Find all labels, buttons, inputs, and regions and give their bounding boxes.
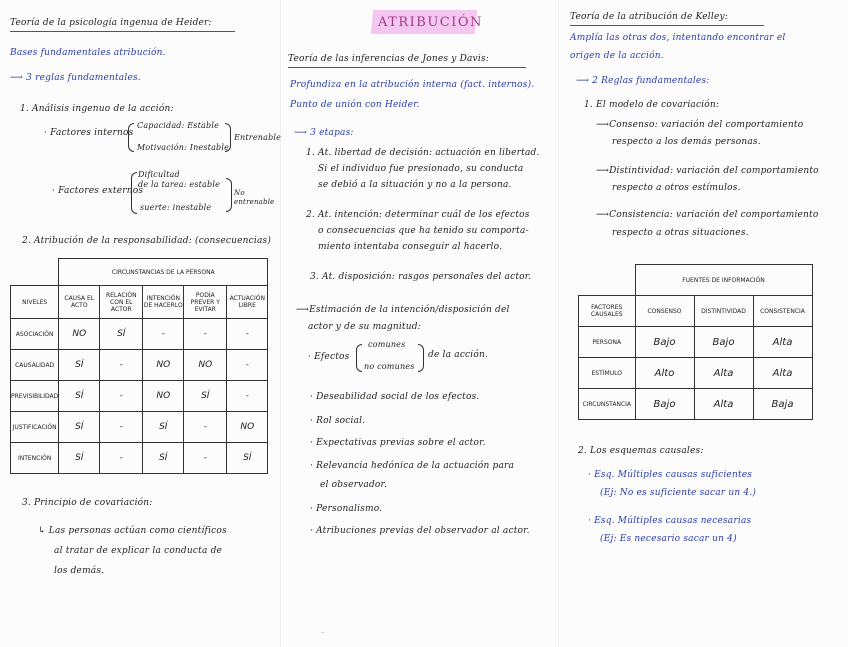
- difficulty-1: Dificultad: [138, 170, 180, 179]
- heider-rules: 3 reglas fundamentales.: [26, 73, 141, 83]
- table-cell: Bajo: [635, 327, 694, 358]
- table-corner: FACTORES CAUSALES: [579, 296, 636, 327]
- responsibility-table: [10, 258, 268, 474]
- arrow-icon: ⟶: [294, 128, 308, 138]
- bullet-2: · Rol social.: [310, 416, 366, 426]
- table-group-header: CIRCUNSTANCIAS DE LA PERSONA: [59, 259, 268, 286]
- stage-2c: miento intentaba conseguir al hacerlo.: [318, 242, 503, 252]
- brace-icon: [128, 123, 134, 152]
- brace-icon: [225, 123, 231, 152]
- table-group-header: FUENTES DE INFORMACIÓN: [635, 265, 812, 296]
- mid-paragraph-1: Profundiza en la atribución interna (fact. internos).: [290, 80, 535, 90]
- jones-davis-heading: Teoría de las inferencias de Jones y Davis:: [288, 54, 489, 64]
- table-cell: SÍ: [227, 443, 268, 474]
- arrow-icon: ⟶: [596, 120, 610, 130]
- consensus-b: respecto a los demás personas.: [612, 137, 761, 147]
- stage-1a: 1. At. libertad de decisión: actuación en libertad.: [306, 148, 540, 158]
- luck: suerte: inestable: [140, 203, 212, 212]
- table-cell: Bajo: [635, 389, 694, 420]
- column-header: INTENCIÓN DE HACERLO: [143, 286, 184, 319]
- table-row: [11, 381, 268, 412]
- capacity: Capacidad: Estable: [137, 121, 220, 130]
- table-cell: Alta: [753, 358, 812, 389]
- table-cell: SÍ: [59, 381, 100, 412]
- scheme-2a: · Esq. Múltiples causas necesarias: [588, 516, 752, 526]
- table-cell: SÍ: [184, 381, 227, 412]
- scheme-2b: (Ej: Es necesario sacar un 4): [600, 534, 737, 544]
- table-cell: SÍ: [143, 443, 184, 474]
- heading-underline: [288, 67, 526, 68]
- arrow-icon: ⟶: [576, 76, 590, 86]
- brace-icon: [131, 172, 137, 214]
- row-label: CIRCUNSTANCIA: [579, 389, 636, 420]
- covariation-line-3: los demás.: [54, 566, 105, 576]
- covariation-line-2: al tratar de explicar la conducta de: [54, 546, 223, 556]
- table-cell: SÍ: [143, 412, 184, 443]
- stages: 3 etapas:: [310, 128, 354, 138]
- not-label: No: [234, 189, 245, 197]
- stage-2a: 2. At. intención: determinar cuál de los efectos: [306, 210, 530, 220]
- table-cell: Baja: [753, 389, 812, 420]
- table-cell: -: [184, 319, 227, 350]
- heider-heading: Teoría de la psicología ingenua de Heider:: [10, 18, 212, 28]
- scheme-1a: · Esq. Múltiples causas suficientes: [588, 470, 753, 480]
- table-cell: Alta: [753, 327, 812, 358]
- column-header: RELACIÓN CON EL ACTOR: [100, 286, 143, 319]
- rule-2: 2. Atribución de la responsabilidad: (consecuencias): [22, 236, 272, 246]
- stage-3: 3. At. disposición: rasgos personales del actor.: [310, 272, 532, 282]
- table-cell: SÍ: [100, 319, 143, 350]
- bullet-4a: · Relevancia hedónica de la actuación para: [310, 461, 515, 471]
- table-corner: NIVELES: [11, 286, 59, 319]
- table-row: [11, 412, 268, 443]
- page-dot: ·: [322, 630, 325, 637]
- table-row: [11, 350, 268, 381]
- bullet-6: · Atribuciones previas del observador al actor.: [310, 526, 530, 536]
- table-cell: Alta: [694, 358, 753, 389]
- stage-2b: o consecuencias que ha tenido su comporta-: [318, 226, 529, 236]
- rule-1: 1. Análisis ingenuo de la acción:: [20, 104, 174, 114]
- trainable: Entrenable: [234, 133, 282, 142]
- column-header: PODÍA PREVER Y EVITAR: [184, 286, 227, 319]
- table-cell: Alto: [635, 358, 694, 389]
- row-label: ESTÍMULO: [579, 358, 636, 389]
- stages-line: [294, 128, 354, 138]
- table-cell: NO: [184, 350, 227, 381]
- arrow-icon: ⟶: [10, 73, 24, 83]
- table-cell: -: [100, 412, 143, 443]
- stage-1b: Si el individuo fue presionado, su conducta: [318, 164, 524, 174]
- external-factors: · Factores externos: [52, 186, 144, 196]
- column-header: CONSENSO: [635, 296, 694, 327]
- table-cell: -: [227, 381, 268, 412]
- causal-schemes: 2. Los esquemas causales:: [578, 446, 704, 456]
- row-label: JUSTIFICACIÓN: [11, 412, 59, 443]
- motivation: Motivación: Inestable: [137, 143, 230, 152]
- heider-bases: Bases fundamentales atribución.: [10, 48, 166, 58]
- row-label: PERSONA: [579, 327, 636, 358]
- column-header: DISTINTIVIDAD: [694, 296, 753, 327]
- right-paragraph-2: origen de la acción.: [570, 51, 664, 61]
- column-header: CAUSA EL ACTO: [59, 286, 100, 319]
- covariation-model: 1. El modelo de covariación:: [584, 100, 720, 110]
- distinctiveness-b: respecto a otros estímulos.: [612, 183, 741, 193]
- table-cell: SÍ: [59, 443, 100, 474]
- arrow-icon: ⟶: [296, 305, 310, 315]
- table-cell: -: [100, 443, 143, 474]
- column-divider: [280, 0, 281, 647]
- non-common-effects: no comunes: [364, 362, 415, 371]
- scheme-1b: (Ej: No es suficiente sacar un 4.): [600, 488, 757, 498]
- brace-icon: [226, 178, 232, 212]
- table-cell: -: [184, 443, 227, 474]
- table-cell: -: [143, 319, 184, 350]
- heading-underline: [10, 31, 235, 32]
- table-row: [11, 443, 268, 474]
- brace-icon: [356, 344, 362, 372]
- table-cell: NO: [59, 319, 100, 350]
- table-cell: -: [227, 319, 268, 350]
- kelley-rules: 2 Reglas fundamentales:: [592, 76, 710, 86]
- table-cell: NO: [227, 412, 268, 443]
- bullet-3: · Expectativas previas sobre el actor.: [310, 438, 486, 448]
- table-cell: Alta: [694, 389, 753, 420]
- table-row: [11, 319, 268, 350]
- right-paragraph-1: Amplía las otras dos, intentando encontrar el: [570, 33, 786, 43]
- heider-rules-line: [10, 73, 141, 83]
- consistency-line: [596, 210, 819, 220]
- stage-1c: se debió a la situación y no a la persona.: [318, 180, 512, 190]
- table-cell: -: [100, 381, 143, 412]
- covariation-line-1: ↳ Las personas actúan como científicos: [38, 526, 227, 536]
- mid-paragraph-2: Punto de unión con Heider.: [290, 100, 420, 110]
- arrow-icon: ⟶: [596, 166, 610, 176]
- rule-3: 3. Principio de covariación:: [22, 498, 153, 508]
- information-table: [578, 264, 813, 420]
- table-cell: NO: [143, 350, 184, 381]
- kelley-rules-line: [576, 76, 710, 86]
- row-label: PREVISIBILIDAD: [11, 381, 59, 412]
- not-trainable: entrenable: [234, 198, 275, 206]
- bullet-1: · Deseabilidad social de los efectos.: [310, 392, 480, 402]
- row-label: CAUSALIDAD: [11, 350, 59, 381]
- estimation-2: actor y de su magnitud:: [308, 322, 421, 332]
- table-row: [579, 358, 813, 389]
- table-cell: Bajo: [694, 327, 753, 358]
- table-empty-corner: [579, 265, 636, 296]
- column-header: CONSISTENCIA: [753, 296, 812, 327]
- brace-icon: [418, 344, 424, 372]
- difficulty-2: de la tarea: estable: [138, 180, 221, 189]
- of-action: de la acción.: [428, 350, 489, 360]
- distinctiveness-line: [596, 166, 819, 176]
- table-row: [579, 327, 813, 358]
- bullet-5: · Personalismo.: [310, 504, 383, 514]
- heading-underline: [570, 25, 764, 26]
- table-cell: -: [100, 350, 143, 381]
- distinctiveness-a: Distintividad: variación del comportamiento: [609, 166, 819, 176]
- table-cell: SÍ: [59, 350, 100, 381]
- table-row: [579, 389, 813, 420]
- column-header: ACTUACIÓN LIBRE: [227, 286, 268, 319]
- table-cell: -: [184, 412, 227, 443]
- bullet-4b: el observador.: [320, 480, 388, 490]
- common-effects: comunes: [368, 340, 406, 349]
- consistency-a: Consistencia: variación del comportamiento: [609, 210, 819, 220]
- table-cell: -: [227, 350, 268, 381]
- kelley-heading: Teoría de la atribución de Kelley:: [570, 12, 728, 22]
- column-divider: [558, 0, 559, 647]
- internal-factors: · Factores internos: [44, 128, 134, 138]
- table-cell: NO: [143, 381, 184, 412]
- row-label: ASOCIACIÓN: [11, 319, 59, 350]
- estimation-1: Estimación de la intención/disposición del: [309, 305, 510, 315]
- table-empty-corner: [11, 259, 59, 286]
- arrow-icon: ⟶: [596, 210, 610, 220]
- estimation-line: [296, 305, 510, 315]
- consensus-a: Consenso: variación del comportamiento: [609, 120, 804, 130]
- row-label: INTENCIÓN: [11, 443, 59, 474]
- page-title: ATRIBUCIÓN: [378, 15, 483, 30]
- consensus-line: [596, 120, 803, 130]
- consistency-b: respecto a otras situaciones.: [612, 228, 749, 238]
- table-cell: SÍ: [59, 412, 100, 443]
- effects-label: · Efectos: [308, 352, 350, 362]
